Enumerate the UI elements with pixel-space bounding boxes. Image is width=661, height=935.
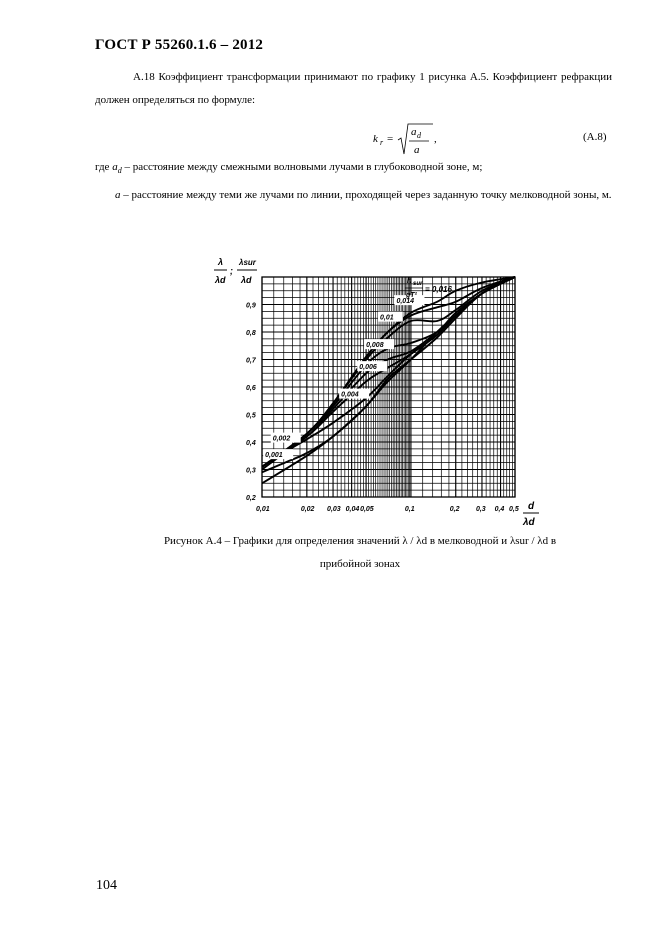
series-label: 0,01 <box>379 314 394 322</box>
formula-numerator-sub: d <box>417 131 421 140</box>
formula-numerator: a <box>411 126 417 138</box>
series-label: 0,001 <box>265 452 283 460</box>
svg-text:h: h <box>407 276 412 285</box>
formula-a8 <box>373 121 453 161</box>
x-tick-label: 0,04 <box>345 506 360 513</box>
y-label-lambda-d: λd <box>215 275 226 285</box>
var-a: a <box>112 161 118 173</box>
x-tick-label: 0,4 <box>494 506 505 513</box>
series-label: 0,006 <box>359 364 377 372</box>
x-tick-label: 0,03 <box>327 506 341 513</box>
y-tick-label: 0,7 <box>246 357 256 365</box>
chart-labels <box>246 295 519 513</box>
x-tick-label: 0,2 <box>449 506 460 513</box>
x-tick-label: 0,05 <box>360 506 374 513</box>
var-a2: a <box>115 189 121 201</box>
svg-text:= 0,016: = 0,016 <box>425 285 452 294</box>
svg-text:,: , <box>434 133 437 145</box>
wavelength-ratio-chart <box>205 252 550 532</box>
x-tick-label: 0,5 <box>509 506 519 513</box>
y-tick-label: 0,4 <box>246 440 256 447</box>
y-tick-label: 0,8 <box>246 330 256 337</box>
paragraph-a18: А.18 Коэффициент трансформации принимают по графику 1 рисунка А.5. Коэффициент рефракции должен определяться по формуле: <box>95 71 612 106</box>
y-tick-label: 0,2 <box>246 495 256 502</box>
x-tick-label: 0,02 <box>300 506 315 513</box>
y-axis-label <box>214 257 257 285</box>
y-tick-label: 0,6 <box>246 385 256 392</box>
x-tick-label: 0,3 <box>475 506 486 513</box>
x-label-lambda-d: λd <box>523 517 535 528</box>
page-number: 104 <box>96 878 117 893</box>
y-label-lambda: λ <box>218 257 224 267</box>
y-tick-label: 0,3 <box>246 467 256 475</box>
series-label: 0,014 <box>396 298 415 306</box>
document-header: ГОСТ Р 55260.1.6 – 2012 <box>95 37 264 53</box>
x-axis-label <box>522 501 539 528</box>
x-label-d: d <box>528 501 535 512</box>
figure-caption-line1: Рисунок А.4 – Графики для определения значений λ / λd в мелководной и λsur / λd в <box>163 535 557 547</box>
x-tick-label: 0,01 <box>256 506 270 513</box>
definition-ad: где $a_d$ – расстояние между смежными волновыми лучами в глубоководной зоне, м; <box>95 161 483 176</box>
series-label: 0,008 <box>366 342 384 350</box>
svg-text:=: = <box>387 133 394 145</box>
formula-denominator: a <box>414 144 420 156</box>
svg-text:gT²: gT² <box>406 292 417 299</box>
svg-text:sur: sur <box>413 281 423 287</box>
y-label-lambda-d-2: λd <box>241 275 252 285</box>
formula-lhs-sub: r <box>380 138 384 147</box>
y-label-lambda-sur: λsur <box>239 258 256 267</box>
formula-lhs: k <box>373 133 378 145</box>
y-tick-label: 0,5 <box>246 412 256 420</box>
x-tick-label: 0,1 <box>404 506 415 513</box>
formula-number: (А.8) <box>583 131 607 143</box>
y-tick-label: 0,9 <box>246 302 256 310</box>
series-label: 0,002 <box>272 435 291 443</box>
series-label: 0,004 <box>341 391 359 399</box>
definition-a: a – расстояние между теми же лучами по линии, проходящей через заданную точку мелководной зоны, м. <box>115 189 612 201</box>
curve-parameter-label <box>405 276 452 299</box>
figure-caption-line2: прибойной зонах <box>319 558 401 570</box>
y-label-sep: ; <box>230 266 233 276</box>
chart-grid <box>262 277 515 497</box>
formula-svg <box>373 121 453 161</box>
